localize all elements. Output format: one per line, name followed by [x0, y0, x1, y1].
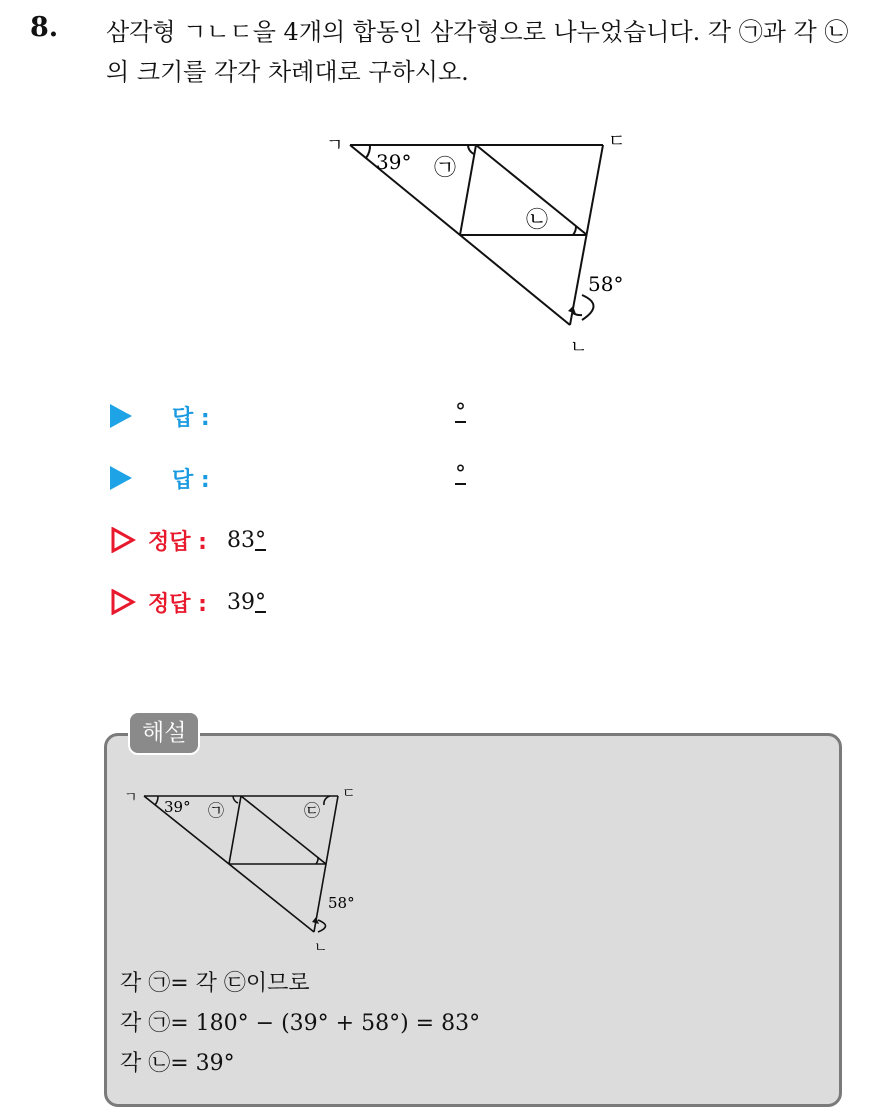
- sol-vertex-b: ㄴ: [314, 940, 328, 956]
- answer-row-2: [110, 460, 210, 496]
- triangle-figure: [320, 125, 640, 365]
- correct-value-2: 39°: [226, 589, 266, 615]
- solution-figure: [118, 780, 378, 960]
- vertex-a-label: ㄱ: [326, 135, 344, 156]
- answer-row-1: [110, 398, 210, 434]
- angle-a-label: 39°: [376, 150, 412, 174]
- play-arrow-icon: [110, 404, 132, 428]
- correct-label-2: 정답 :: [148, 591, 207, 617]
- outline-arrow-icon: [110, 527, 136, 553]
- mark-1-label: ㉠: [434, 156, 457, 181]
- solution-line-1: 각 ㉠= 각 ㉢이므로: [120, 971, 310, 996]
- answer-blank-1: °: [455, 400, 466, 425]
- question-text: 삼각형 ㄱㄴㄷ을 4개의 합동인 삼각형으로 나누었습니다. 각 ㉠과 각 ㉡의 크기를 각각 차례대로 구하시오.: [106, 18, 849, 86]
- midline-1: [460, 145, 476, 235]
- solution-line-2: 각 ㉠= 180° − (39° + 58°) = 83°: [120, 1011, 481, 1036]
- sol-angle-a: 39°: [164, 798, 191, 816]
- question-number: 8.: [30, 12, 59, 43]
- solution-tab: 해설: [128, 711, 200, 755]
- sol-vertex-a: ㄱ: [124, 790, 138, 806]
- mark-2-label: ㉡: [526, 208, 549, 233]
- sol-mark-3: ㉢: [304, 801, 321, 820]
- answer-blank-2: °: [455, 462, 466, 487]
- vertex-b-label: ㄴ: [570, 337, 588, 358]
- answer-label-1: 답 :: [172, 405, 210, 431]
- vertex-c-label: ㄷ: [608, 131, 626, 152]
- correct-row-1: [110, 522, 266, 558]
- outline-arrow-icon: [110, 589, 136, 615]
- correct-row-2: [110, 584, 266, 620]
- solution-line-3: 각 ㉡= 39°: [120, 1051, 235, 1076]
- correct-value-1: 83°: [226, 527, 266, 553]
- answer-label-2: 답 :: [172, 467, 210, 493]
- correct-label-1: 정답 :: [148, 529, 207, 555]
- play-arrow-icon: [110, 466, 132, 490]
- angle-b-label: 58°: [588, 272, 624, 296]
- sol-mark-1: ㉠: [208, 801, 225, 820]
- sol-angle-b: 58°: [328, 894, 355, 912]
- sol-vertex-c: ㄷ: [342, 786, 356, 802]
